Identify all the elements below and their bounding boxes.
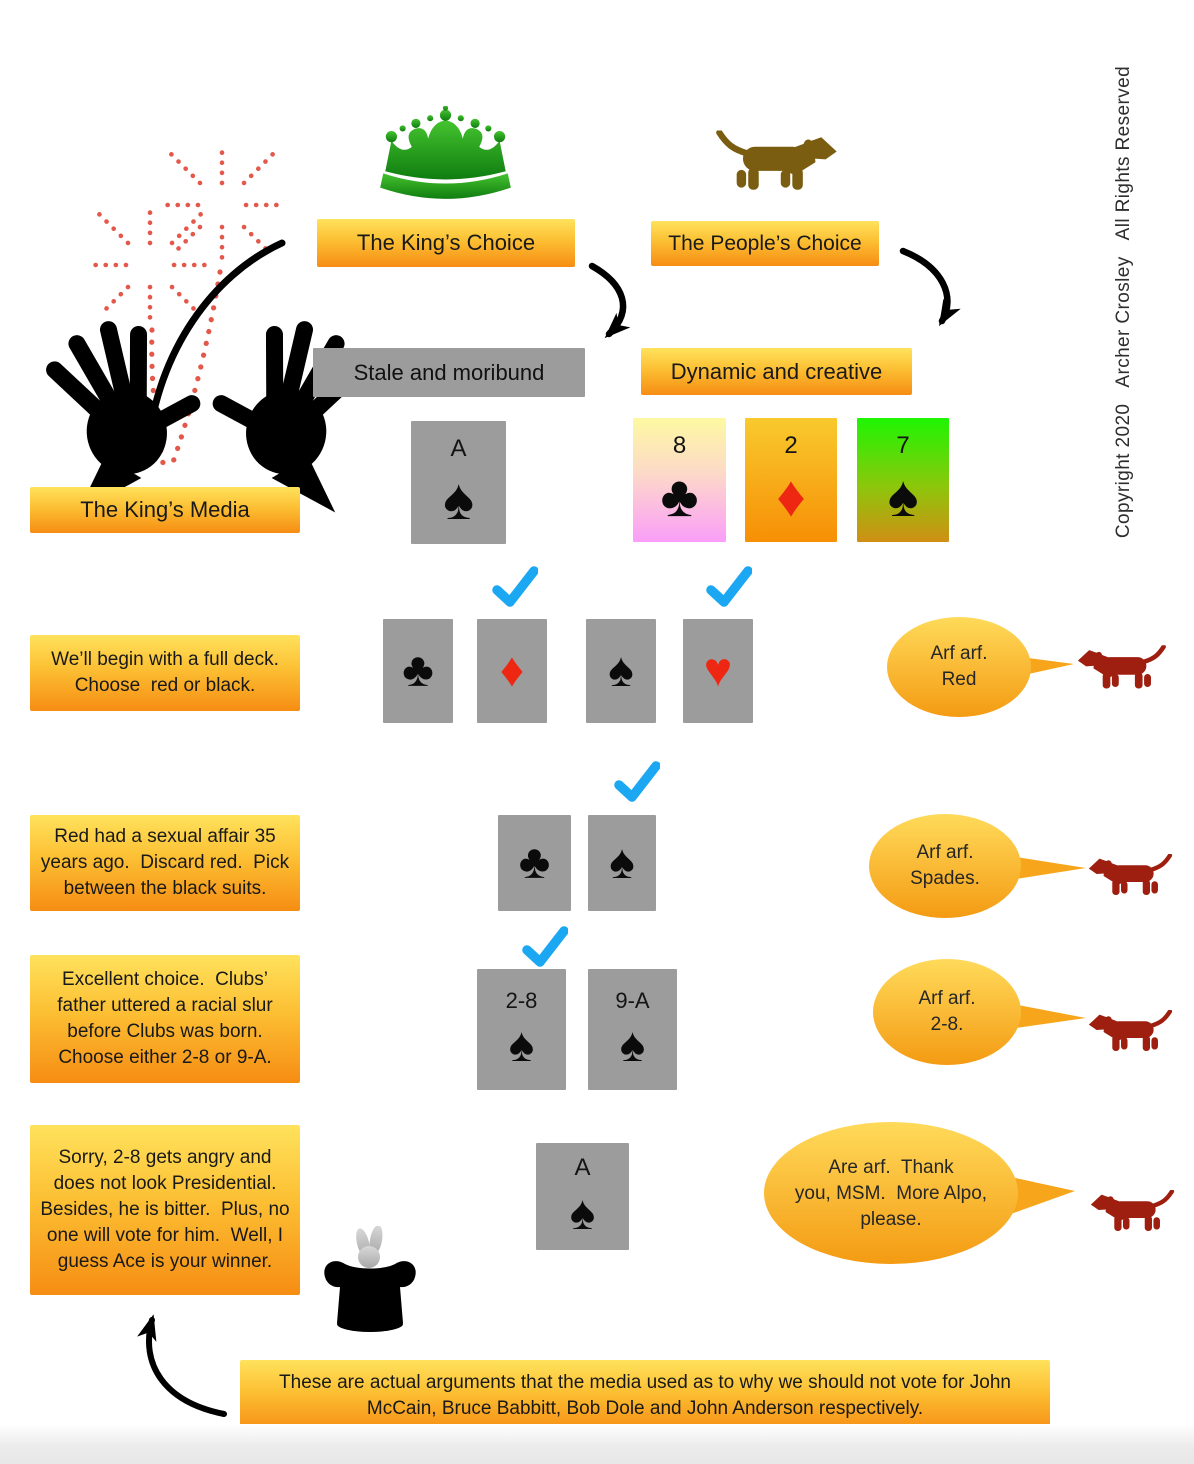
copyright-text: Copyright 2020 Archer Crosley All Rights Reserved <box>1113 65 1134 539</box>
step3-line: Excellent choice. Clubs’ <box>62 969 268 990</box>
arrow-kings-choice-down <box>592 266 623 334</box>
step4-line: does not look Presidential. <box>53 1173 277 1194</box>
card-2-8-spades <box>477 969 566 1090</box>
dachshund-icon <box>1088 1006 1175 1059</box>
step4-line: guess Ace is your winner. <box>57 1251 273 1272</box>
spade-suit-glyph: ♠ <box>443 466 474 532</box>
check-icon <box>492 566 538 608</box>
step2-box <box>30 815 300 911</box>
check-icon <box>614 761 660 803</box>
card-winner-ace-spades <box>536 1143 629 1250</box>
spade-suit-glyph: ♠ <box>508 1018 535 1072</box>
stale-box <box>313 348 585 397</box>
peoples-choice-box <box>651 221 879 266</box>
dachshund-icon <box>712 130 838 196</box>
spade-suit-glyph: ♠ <box>609 836 635 889</box>
spade-suit-glyph: ♠ <box>887 464 919 529</box>
step4-line: Sorry, 2-8 gets angry and <box>58 1147 272 1168</box>
magician-hat-rabbit-icon <box>315 1226 425 1336</box>
card-diamonds <box>477 619 547 723</box>
card-hearts <box>683 619 753 723</box>
page-bottom-fade <box>0 1424 1194 1464</box>
heart-suit-glyph: ♥ <box>703 644 733 697</box>
spade-suit-glyph: ♠ <box>619 1018 646 1072</box>
card-rank: 8 <box>672 432 687 459</box>
card-rank: A <box>574 1153 591 1181</box>
step1-line: We’ll begin with a full deck. <box>51 649 279 670</box>
speech-bubble-text: Arf arf. Spades. <box>910 842 980 889</box>
speech-bubble-red <box>886 615 1078 719</box>
dachshund-icon <box>1077 641 1169 697</box>
step3-line: before Clubs was born. <box>67 1021 263 1042</box>
card-clubs <box>498 815 571 911</box>
diamond-suit-glyph: ♦ <box>499 644 525 697</box>
step2-line: years ago. Discard red. Pick <box>40 852 290 873</box>
crown-icon <box>368 106 523 206</box>
card-rank: A <box>450 434 467 462</box>
card-rank: 2-8 <box>505 987 538 1013</box>
kings-media-box <box>30 487 300 533</box>
speech-bubble-2-8 <box>872 958 1088 1066</box>
step4-box <box>30 1125 300 1295</box>
card-rank: 9-A <box>615 987 650 1013</box>
step2-line: between the black suits. <box>63 878 267 899</box>
speech-bubble-text: Are arf. Thank you, MSM. More Alpo, please. <box>794 1157 988 1230</box>
step1-box <box>30 635 300 711</box>
check-icon <box>706 566 752 608</box>
dynamic-label: Dynamic and creative <box>670 358 883 384</box>
diamond-suit-glyph: ♦ <box>776 464 806 529</box>
step4-line: Besides, he is bitter. Plus, no <box>40 1199 290 1220</box>
kings-media-label: The King’s Media <box>80 497 250 522</box>
speech-bubble-thanks <box>763 1121 1079 1267</box>
check-icon <box>522 926 568 968</box>
speech-bubble-text: Arf arf. 2-8. <box>918 988 976 1035</box>
card-spades <box>586 619 656 723</box>
step1-line: Choose red or black. <box>74 675 256 696</box>
kings-choice-label: The King’s Choice <box>356 230 536 255</box>
card-2-diamonds <box>745 418 837 542</box>
card-clubs <box>383 619 453 723</box>
card-7-spades <box>857 418 949 542</box>
card-spades <box>588 815 656 911</box>
spade-suit-glyph: ♠ <box>569 1186 596 1240</box>
footer-line: These are actual arguments that the media used as to why we should not vote for John <box>279 1372 1011 1393</box>
footer-box <box>240 1360 1050 1432</box>
kings-choice-box <box>317 219 575 267</box>
card-king-ace-spades <box>411 421 506 544</box>
step3-box <box>30 955 300 1083</box>
footer-line: McCain, Bruce Babbitt, Bob Dole and John Anderson respectively. <box>366 1398 924 1419</box>
step2-line: Red had a sexual affair 35 <box>54 826 276 847</box>
speech-bubble-spades <box>868 813 1088 919</box>
arrow-footer-to-sorry-box <box>149 1320 224 1414</box>
step3-line: Choose either 2-8 or 9-A. <box>58 1047 272 1068</box>
card-9-A-spades <box>588 969 677 1090</box>
card-8-clubs <box>633 418 726 542</box>
dachshund-icon <box>1088 850 1175 903</box>
step4-line: one will vote for him. Well, I <box>46 1225 284 1246</box>
club-suit-glyph: ♣ <box>660 464 699 529</box>
arrow-peoples-choice-down <box>903 251 947 321</box>
card-rank: 2 <box>784 432 798 459</box>
card-rank: 7 <box>896 432 910 459</box>
club-suit-glyph: ♣ <box>518 836 551 889</box>
dachshund-icon <box>1090 1186 1177 1239</box>
stale-label: Stale and moribund <box>353 359 545 385</box>
step3-line: father uttered a racial slur <box>57 995 273 1016</box>
spade-suit-glyph: ♠ <box>608 644 634 697</box>
club-suit-glyph: ♣ <box>402 644 434 697</box>
peoples-choice-label: The People’s Choice <box>668 231 862 255</box>
dynamic-box <box>641 348 912 395</box>
speech-bubble-text: Arf arf. Red <box>930 643 988 690</box>
